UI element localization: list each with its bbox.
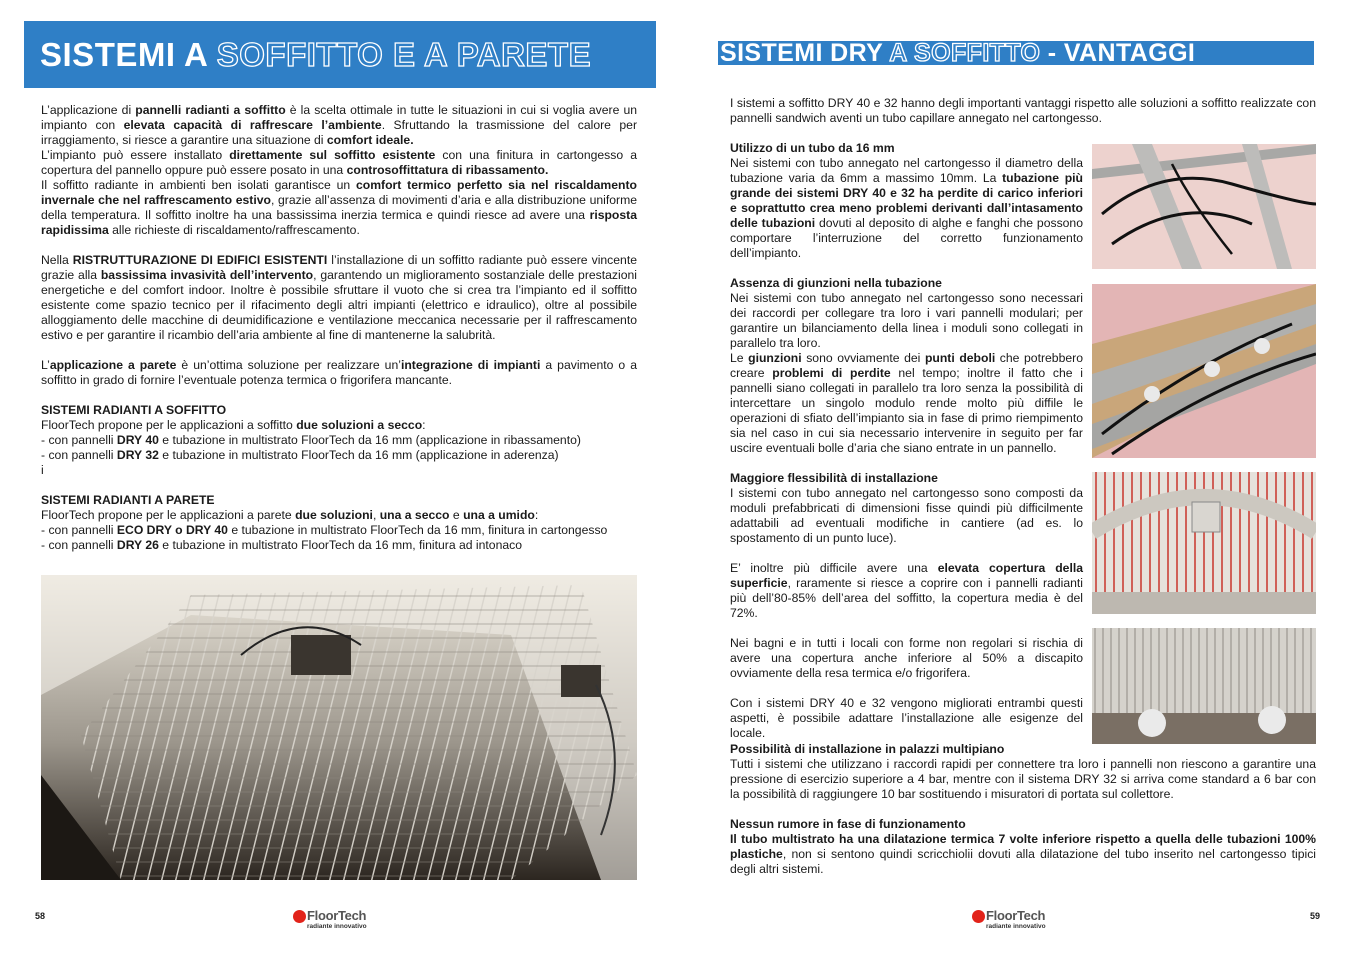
ceiling-systems-item-2: - con pannelli DRY 32 e tubazione in multistrato FloorTech da 16 mm (applicazione in aderenza) [41,448,559,462]
left-floortech-logo [293,909,367,930]
ceiling-systems-stray: i [41,463,44,477]
flexibility-paragraph-2: E’ inoltre più difficile avere una elevata copertura della superficie, raramente si riesce a coprire con i pannelli radianti più dell’80-85% dell’area del soffitto, la copertura media è del 72%. [730,561,1084,620]
no-joints-heading: Assenza di giunzioni nella tubazione [730,276,942,290]
no-joints-paragraph-1: Nei sistemi con tubo annegato nel cartongesso sono necessari dei raccordi per collegare tra loro i vari pannelli modulari; per garantire un bilanciamento della linea i moduli sono collegati in parallelo tra loro. [730,291,1083,350]
right-bottom-sections [730,742,1316,877]
multistorey-paragraph: Tutti i sistemi che utilizzano i raccordi rapidi per connettere tra loro i pannelli non riescono a garantire una pressione di esercizio superiore a 4 bar, mentre con il sistema DRY 32 si arriva come standard a 6 bar con la possibilità di raggiungere 10 bar sostituendo i misuratori di portata sul collettore. [730,757,1316,801]
wall-systems-item-1: - con pannelli ECO DRY o DRY 40 e tubazione in multistrato FloorTech da 16 mm, finitura in cartongesso [41,523,608,537]
right-title-solid-1: SISTEMI DRY [720,41,883,65]
multistorey-heading: Possibilità di installazione in palazzi multipiano [730,742,1005,756]
right-intro-paragraph: I sistemi a soffitto DRY 40 e 32 hanno degli importanti vantaggi rispetto alle soluzioni a soffitto realizzate con pannelli sandwich aventi un tubo capillare annegato nel cartongesso. [730,96,1316,125]
restructure-paragraph: Nella RISTRUTTURAZIONE DI EDIFICI ESISTENTI l’installazione di un soffitto radiante può essere vincente grazie alla bassissima invasività dell’intervento, garantendo un miglioramento sostanziale delle prestazioni energetiche e del comfort indoor. Inoltre è possibile sfruttare il vuoto che si crea tra l’impianto ed il soffitto esistente come spazio tecnico per il rifacimento degli altri impianti (elettrico e idraulico), oltre al possibile alloggiamento delle macchine di deumidificazione e ventilazione meccanica necessarie per il raffrescamento estivo e per garantire il ricambio dell’aria ambiente al fine di mantenerne la salubrità. [41,253,637,342]
intro-paragraph-3: Il soffitto radiante in ambienti ben isolati garantisce un comfort termico perfetto sia nel riscaldamento invernale che nel raffrescamento estivo, grazie all’assenza di movimenti d’aria e alla distribuzione uniforme della temperatura. Il soffitto inoltre ha una bassissima inerzia termica e quindi riesce ad avere una risposta rapidissima alle richieste di riscaldamento/raffrescamento. [41,178,637,237]
wall-systems-intro: FloorTech propone per le applicazioni a parete due soluzioni, una a secco e una a umido: [41,508,539,522]
red-tubes-ceiling-photo [1092,472,1316,614]
ceiling-systems-item-1: - con pannelli DRY 40 e tubazione in multistrato FloorTech da 16 mm (applicazione in ribassamento) [41,433,581,447]
flexibility-paragraph-4: Con i sistemi DRY 40 e 32 vengono migliorati entrambi questi aspetti, è possibile adattare l’installazione alle esigenze del locale. [730,696,1083,740]
logo-red-dot-icon [972,910,985,923]
wall-application-paragraph: L’applicazione a parete è un’ottima soluzione per realizzare un’integrazione di impianti a pavimento o a soffitto in grado di fornire l’eventuale potenza termica o frigorifera mancante. [41,358,637,387]
right-page-title [720,41,1195,65]
flexibility-paragraph-1: I sistemi con tubo annegato nel cartongesso sono composti da moduli prefabbricati di dimensioni fisse quindi più difficilmente adattabili ad eventuali modifiche in cantiere (ad es. lo spostamento di un punto luce). [730,486,1083,545]
ceiling-systems-intro: FloorTech propone per le applicazioni a soffitto due soluzioni a secco: [41,418,426,432]
left-page-number: 58 [35,911,46,921]
right-page-number: 59 [1310,911,1321,921]
no-noise-heading: Nessun rumore in fase di funzionamento [730,817,966,831]
intro-paragraph-1: L’applicazione di pannelli radianti a soffitto è la scelta ottimale in tutte le situazioni in cui si voglia avere un impianto con elevata capacità di raffrescare l’ambiente. Sfruttando la trasmissione del calore per irraggiamento, si riesce a garantire una situazione di comfort ideale. [41,103,638,147]
wall-systems-heading: SISTEMI RADIANTI A PARETE [41,493,215,507]
logo-tagline: radiante innovativo [986,923,1046,930]
logo-brand-name: FloorTech [307,908,367,923]
left-body-text [41,103,637,553]
metallic-ceiling-illustration [1092,628,1316,744]
tube-16mm-heading: Utilizzo di un tubo da 16 mm [730,141,895,155]
tube-16mm-paragraph: Nei sistemi con tubo annegato nel cartongesso il diametro della tubazione varia da 6mm a massimo 10mm. La tubazione più grande dei sistemi DRY 40 e 32 ha perdite di carico inferiori e soprattutto crea meno problemi derivanti dall’intasamento delle tubazioni dovuti al deposito di alghe e fanghi che possono comportare l’interruzione del corretto funzionamento dell’impianto. [730,156,1083,260]
logo-red-dot-icon [293,910,306,923]
right-intro [730,96,1316,126]
right-narrow-column [730,141,1083,741]
logo-brand-name: FloorTech [986,908,1046,923]
intro-paragraph-2: L’impianto può essere installato direttamente sul soffitto esistente con una finitura in cartongesso a copertura del pannello oppure può essere posato in una controsoffittatura di ribassamento. [41,148,637,177]
tube-photo-illustration [1092,144,1316,269]
left-title-solid: SISTEMI A [40,35,208,73]
joints-photo-illustration [1092,284,1316,458]
right-page [678,0,1356,959]
ceiling-systems-heading: SISTEMI RADIANTI A SOFFITTO [41,403,227,417]
right-floortech-logo [972,909,1046,930]
right-title-banner [718,41,1314,65]
red-tubes-illustration [1092,472,1316,614]
metallic-ceiling-photo [1092,628,1316,744]
no-joints-paragraph-2: Le giunzioni sono ovviamente dei punti deboli che potrebbero creare problemi di perdite nel tempo; inoltre il fatto che i pannelli siano collegati in parallelo tra loro senza la possibilità di intercettare un singolo modulo rende molto più diffile le operazioni di sfiato dell’impianto sia in fase di primo riempimento sia nel caso in cui sia necessario intervenire in seguito per far uscire eventuali bolle d’aria che siano entrate in un pannello. [730,351,1083,455]
right-title-solid-2: - VANTAGGI [1047,41,1196,65]
left-page-title [40,36,591,74]
flexibility-heading: Maggiore flessibilità di installazione [730,471,938,485]
left-title-banner [24,21,656,88]
right-title-outline: A SOFFITTO [889,41,1041,65]
no-noise-paragraph: Il tubo multistrato ha una dilatazione termica 7 volte inferiore rispetto a quella delle tubazioni 100% plastiche, non si sentono quindi scricchiolii dovuti alla dilatazione del tubo inserito nel cartongesso tipici degli altri sistemi. [730,832,1316,876]
tube-installation-photo [1092,144,1316,269]
ceiling-photo-illustration [41,575,637,880]
left-title-outline: SOFFITTO E A PARETE [216,35,592,73]
flexibility-paragraph-3: Nei bagni e in tutti i locali con forme non regolari si rischia di avere una copertura anche inferiore al 50% a discapito ovviamente della resa termica e/o frigorifera. [730,636,1083,680]
wall-systems-item-2: - con pannelli DRY 26 e tubazione in multistrato FloorTech da 16 mm, finitura ad intonaco [41,538,523,552]
joints-photo [1092,284,1316,458]
ceiling-installation-photo [41,575,637,880]
logo-tagline: radiante innovativo [307,923,367,930]
